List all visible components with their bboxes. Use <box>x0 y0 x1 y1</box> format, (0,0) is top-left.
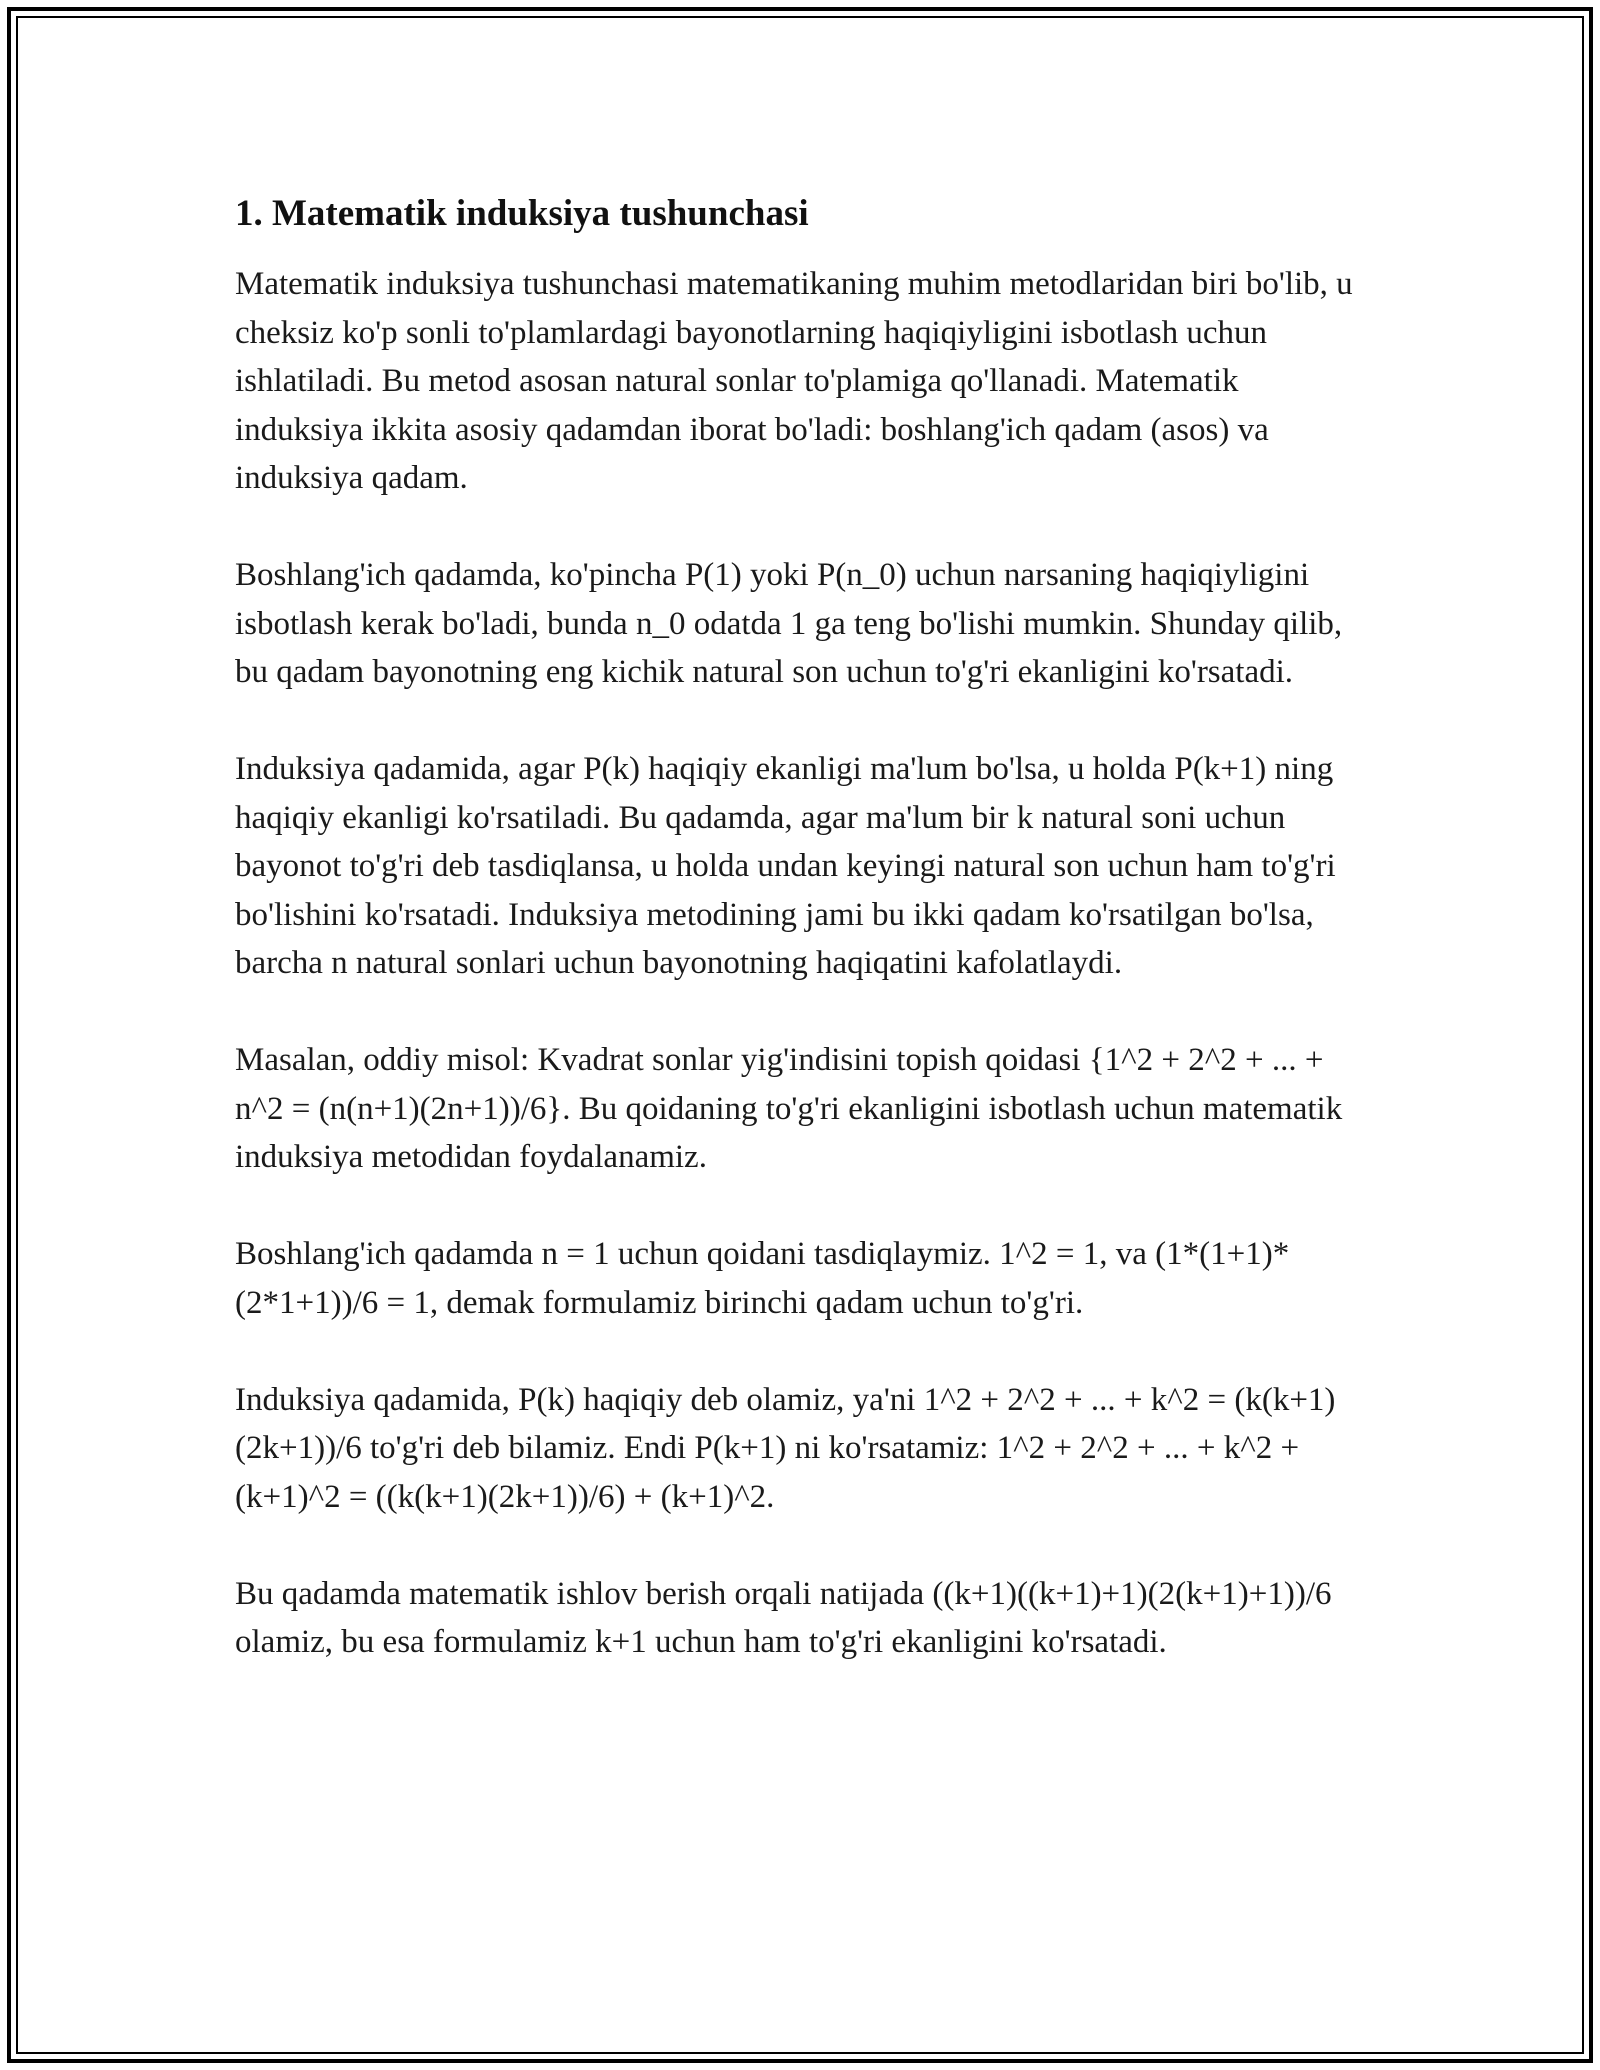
paragraph-base-step: Boshlang'ich qadamda, ko'pincha P(1) yoki P(n_0) uchun narsaning haqiqiyligini isbotlash kerak bo'ladi, bunda n_0 odatda 1 ga teng bo'lishi mumkin. Shunday qilib, bu qadam bayonotning eng kichik natural son uchun to'g'ri ekanligini ko'rsatadi. <box>235 557 1343 690</box>
paragraph-induction-step: Induksiya qadamida, agar P(k) haqiqiy ekanligi ma'lum bo'lsa, u holda P(k+1) ning haqiqiy ekanligi ko'rsatiladi. Bu qadamda, agar ma'lum bir k natural soni uchun bayonot to'g'ri deb tasdiqlansa, u holda undan keyingi natural son uchun ham to'g'ri bo'lishini ko'rsatadi. Induksiya metodining jami bu ikki qadam ko'rsatilgan bo'lsa, barcha n natural sonlari uchun bayonotning haqiqatini kafolatlaydi. <box>235 751 1336 981</box>
paragraph-example-base: Boshlang'ich qadamda n = 1 uchun qoidani tasdiqlaymiz. 1^2 = 1, va (1*(1+1)*(2*1+1))/6 = 1, demak formulamiz birinchi qadam uchun to'g'ri. <box>235 1236 1290 1321</box>
paragraph-intro: Matematik induksiya tushunchasi matematikaning muhim metodlaridan biri bo'lib, u cheksiz ko'p sonli to'plamlardagi bayonotlarning haqiqiyligini isbotlash uchun ishlatiladi. Bu metod asosan natural sonlar to'plamiga qo'llanadi. Matematik induksiya ikkita asosiy qadamdan iborat bo'ladi: boshlang'ich qadam (asos) va induksiya qadam. <box>235 266 1353 496</box>
section-heading: 1. Matematik induksiya tushunchasi <box>235 193 809 234</box>
paragraph-example-induction: Induksiya qadamida, P(k) haqiqiy deb olamiz, ya'ni 1^2 + 2^2 + ... + k^2 = (k(k+1)(2k+1))/6 to'g'ri deb bilamiz. Endi P(k+1) ni ko'rsatamiz: 1^2 + 2^2 + ... + k^2 + (k+1)^2 = ((k(k+1)(2k+1))/6) + (k+1)^2. <box>235 1381 1336 1515</box>
paragraph-example: Masalan, oddiy misol: Kvadrat sonlar yig'indisini topish qoidasi {1^2 + 2^2 + ... + n^2 = (n(n+1)(2n+1))/6}. Bu qoidaning to'g'ri ekanligini isbotlash uchun matematik induksiya metodidan foydalanamiz. <box>235 1042 1343 1175</box>
document-page <box>235 180 1355 1715</box>
paragraph-conclusion: Bu qadamda matematik ishlov berish orqali natijada ((k+1)((k+1)+1)(2(k+1)+1))/6 olamiz, bu esa formulamiz k+1 uchun ham to'g'ri ekanligini ko'rsatadi. <box>235 1575 1332 1660</box>
